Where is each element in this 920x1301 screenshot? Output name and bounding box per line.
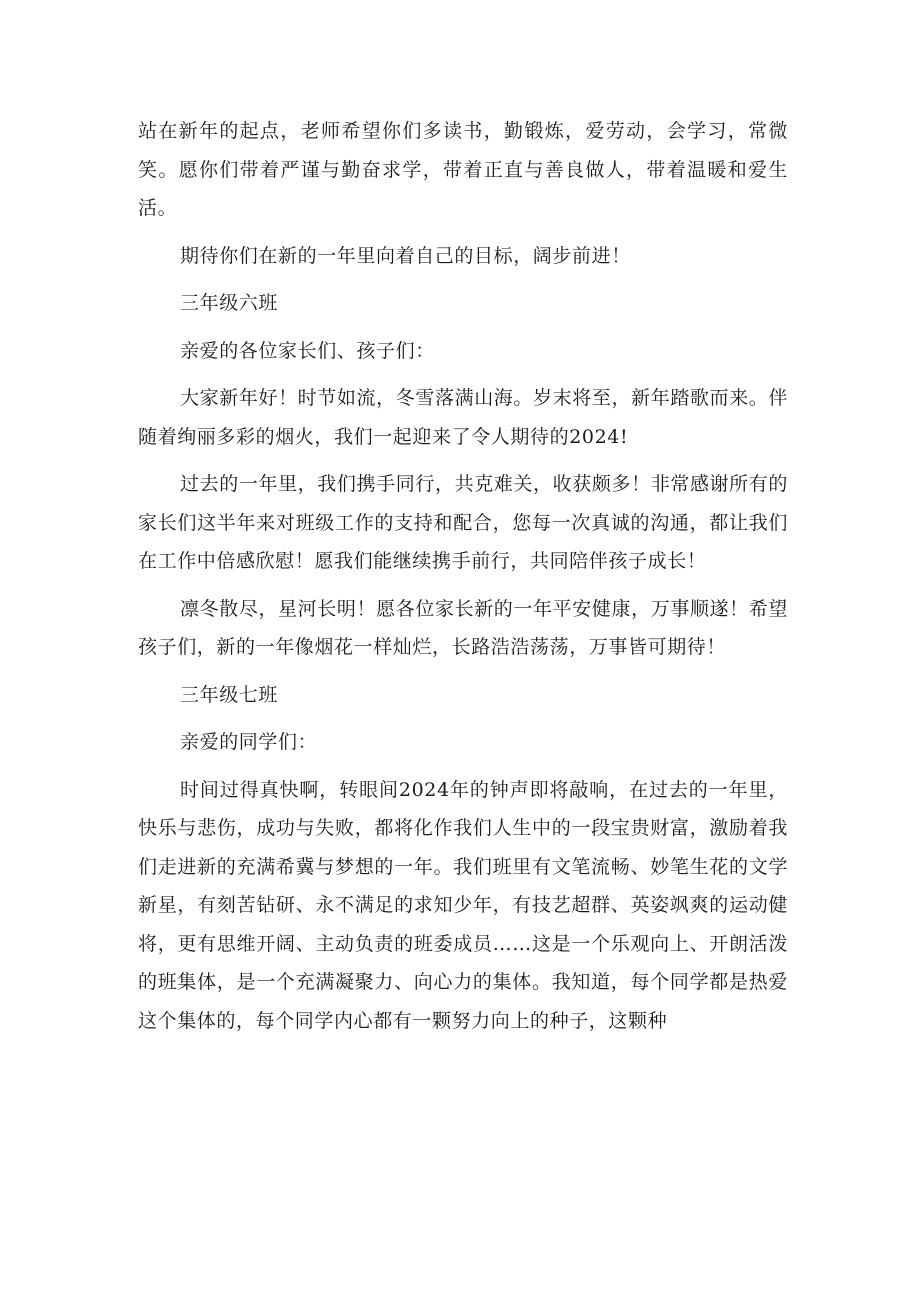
paragraph-class-description: 时间过得真快啊，转眼间2024年的钟声即将敲响，在过去的一年里，快乐与悲伤，成功与失败，都将化作我们人生中的一段宝贵财富，激励着我们走进新的充满希冀与梦想的一年。我们班里有文笔流畅、妙笔生花的文学新星，有刻苦钻研、永不满足的求知少年，有技艺超群、英姿飒爽的运动健将，更有思维开阔、主动负责的班委成员……这是一个乐观向上、开朗活泼的班集体，是一个充满凝聚力、向心力的集体。我知道，每个同学都是热爱这个集体的，每个同学内心都有一颗努力向上的种子，这颗种 [138,778,788,1032]
class-heading-six: 三年级六班 [180,292,279,314]
class-heading-seven: 三年级七班 [180,683,279,706]
salutation-students: 亲爱的同学们： [180,731,318,753]
paragraph-expectation: 期待你们在新的一年里向着自己的目标，阔步前进！ [180,244,631,267]
paragraph-thanks: 过去的一年里，我们携手同行，共克难关，收获颇多！非常感谢所有的家长们这半年来对班级工作的支持和配合，您每一次真诚的沟通，都让我们在工作中倍感欣慰！愿我们能继续携手前行，共同陪伴孩子成长！ [138,473,788,572]
salutation-parents: 亲爱的各位家长们、孩子们： [180,339,435,362]
paragraph-blessing: 凛冬散尽，星河长明！愿各位家长新的一年平安健康，万事顺遂！希望孩子们，新的一年像烟花一样灿烂，长路浩浩荡荡，万事皆可期待！ [138,597,788,658]
paragraph-new-year-greeting: 大家新年好！时节如流，冬雪落满山海。岁末将至，新年踏歌而来。伴随着绚丽多彩的烟火，我们一起迎来了令人期待的2024! [138,387,788,448]
document-body [138,112,788,1049]
paragraph-wishes: 站在新年的起点，老师希望你们多读书，勤锻炼，爱劳动，会学习，常微笑。愿你们带着严谨与勤奋求学，带着正直与善良做人，带着温暖和爱生活。 [138,120,788,219]
